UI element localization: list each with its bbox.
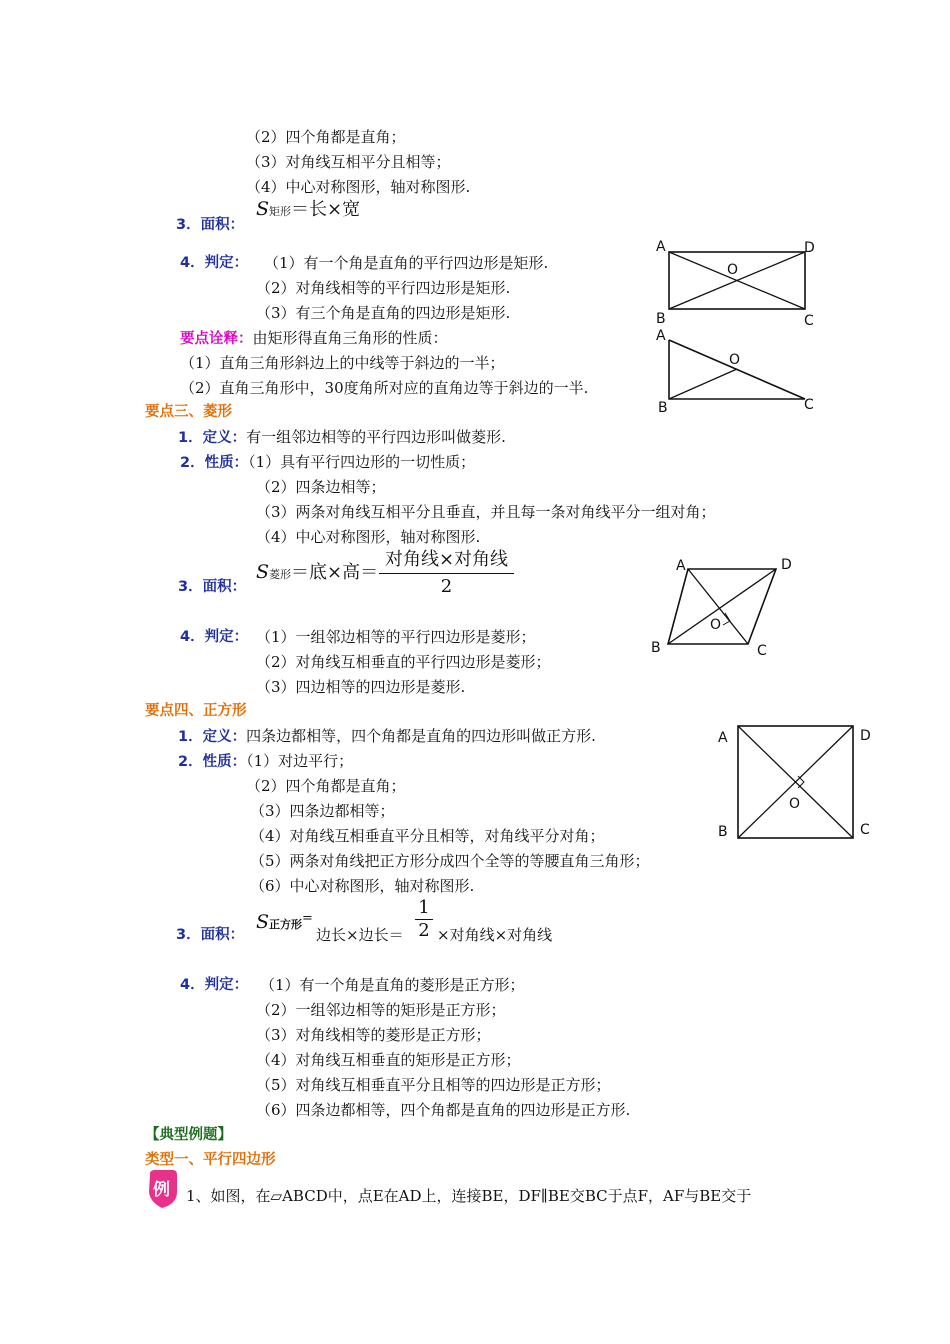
rhombus-judge-label: 4．判定： <box>180 629 249 645</box>
square-prop-5: （5）两条对角线把正方形分成四个全等的等腰直角三角形； <box>250 852 650 870</box>
area-symbol: S <box>256 911 270 933</box>
square-area-mid: 边长×边长＝ <box>316 926 404 944</box>
square-prop-6: （6）中心对称图形，轴对称图形. <box>250 877 475 895</box>
label-C: C <box>757 643 767 659</box>
prop-text: （1）对边平行； <box>246 752 354 770</box>
square-judge-1: （1）有一个角是直角的菱形是正方形； <box>260 976 525 994</box>
area-symbol: S <box>256 198 270 220</box>
note-label: 要点诠释： <box>180 331 253 347</box>
rect-note <box>180 329 448 348</box>
label-B: B <box>718 824 728 840</box>
rect-judge-2: （2）对角线相等的平行四边形是矩形. <box>256 279 511 297</box>
rect-note-1: （1）直角三角形斜边上的中线等于斜边的一半； <box>180 354 505 372</box>
label-C: C <box>804 313 814 329</box>
label-B: B <box>658 400 668 415</box>
square-area-label: 3．面积： <box>176 927 245 943</box>
area-subscript: 正方形 <box>269 918 303 931</box>
label-O: O <box>729 352 741 368</box>
def-label: 1．定义： <box>178 430 247 446</box>
square-area-tail: ×对角线×对角线 <box>437 926 553 944</box>
area-expression: ＝长×宽 <box>291 199 361 220</box>
rhombus-area-fraction <box>379 549 514 598</box>
rect-note-2: （2）直角三角形中，30度角所对应的直角边等于斜边的一半. <box>180 379 589 397</box>
rhombus-figure <box>640 552 810 662</box>
label-O: O <box>727 262 739 278</box>
square-figure <box>710 718 880 848</box>
label-C: C <box>860 822 870 838</box>
rhombus-area-label: 3．面积： <box>178 579 247 595</box>
label-B: B <box>651 640 661 656</box>
example-badge-label: 例 <box>153 1180 170 1200</box>
square-prop-2: （2）四个角都是直角； <box>246 777 406 795</box>
fraction-denominator: 2 <box>440 576 453 597</box>
label-A: A <box>718 730 728 746</box>
def-label: 1．定义： <box>178 729 247 745</box>
rect-prop-4: （4）中心对称图形，轴对称图形. <box>246 178 471 196</box>
rect-judge-label: 4．判定： <box>180 255 249 271</box>
prop-label: 2．性质： <box>178 754 247 770</box>
fraction-denominator: 2 <box>418 920 430 941</box>
label-D: D <box>804 240 815 256</box>
rect-judge-3: （3）有三个角是直角的四边形是矩形. <box>256 304 511 322</box>
square-judge-6: （6）四条边都相等，四个角都是直角的四边形是正方形. <box>256 1101 631 1119</box>
label-O: O <box>789 796 801 812</box>
label-D: D <box>781 557 792 573</box>
square-heading: 要点四、正方形 <box>145 703 247 719</box>
rhombus-judge-1: （1）一组邻边相等的平行四边形是菱形； <box>256 628 536 646</box>
rect-prop-3: （3）对角线互相平分且相等； <box>246 153 451 171</box>
square-judge-3: （3）对角线相等的菱形是正方形； <box>256 1026 491 1044</box>
rhombus-def <box>178 428 506 447</box>
note-text: 由矩形得直角三角形的性质： <box>252 329 448 347</box>
rhombus-prop-4: （4）中心对称图形，轴对称图形. <box>256 528 481 546</box>
rhombus-judge-3: （3）四边相等的四边形是菱形. <box>256 678 466 696</box>
rhombus-prop-3: （3）两条对角线互相平分且垂直，并且每一条对角线平分一组对角； <box>256 503 716 521</box>
def-text: 有一组邻边相等的平行四边形叫做菱形. <box>246 428 506 446</box>
label-O: O <box>710 617 722 633</box>
rect-area-label: 3．面积： <box>176 217 245 233</box>
square-judge-5: （5）对角线互相垂直平分且相等的四边形是正方形； <box>256 1076 611 1094</box>
square-judge-2: （2）一组邻边相等的矩形是正方形； <box>256 1001 506 1019</box>
area-equals: = <box>302 911 313 926</box>
square-prop-4: （4）对角线互相垂直平分且相等，对角线平分对角； <box>250 827 605 845</box>
rect-area-formula <box>256 200 360 221</box>
examples-heading: 【典型例题】 <box>145 1127 232 1143</box>
rhombus-prop-2: （2）四条边相等； <box>256 478 386 496</box>
square-prop-1 <box>178 752 353 771</box>
area-subscript: 矩形 <box>269 205 292 218</box>
right-triangle-figure <box>650 325 825 415</box>
fraction-numerator: 1 <box>418 897 430 918</box>
label-A: A <box>676 558 686 574</box>
label-A: A <box>656 239 666 255</box>
rhombus-area-lhs <box>256 563 378 584</box>
square-prop-3: （3）四条边都相等； <box>250 802 395 820</box>
rect-prop-2: （2）四个角都是直角； <box>246 128 406 146</box>
rectangle-figure <box>650 235 825 330</box>
rect-judge-1: （1）有一个角是直角的平行四边形是矩形. <box>264 254 549 272</box>
square-def <box>178 727 596 746</box>
example-1-text: 1、如图，在▱ABCD中，点E在AD上，连接BE，DF∥BE交BC于点F，AF与BE交于 <box>186 1187 752 1205</box>
label-D: D <box>860 728 871 744</box>
fraction-numerator: 对角线×对角线 <box>384 549 509 570</box>
square-area-lhs <box>256 913 313 934</box>
type1-heading: 类型一、平行四边形 <box>145 1152 276 1168</box>
square-judge-label: 4．判定： <box>180 977 249 993</box>
label-B: B <box>656 311 666 327</box>
def-text: 四条边都相等，四个角都是直角的四边形叫做正方形. <box>246 727 596 745</box>
rhombus-prop-1 <box>180 453 475 472</box>
square-judge-4: （4）对角线互相垂直的矩形是正方形； <box>256 1051 521 1069</box>
area-expression: ＝底×高＝ <box>291 562 379 583</box>
square-area-fraction <box>415 898 433 941</box>
area-subscript: 菱形 <box>269 568 292 581</box>
rhombus-judge-2: （2）对角线互相垂直的平行四边形是菱形； <box>256 653 551 671</box>
prop-text: （1）具有平行四边形的一切性质； <box>248 453 476 471</box>
prop-label: 2．性质： <box>180 455 249 471</box>
label-A: A <box>656 328 666 344</box>
area-symbol: S <box>256 561 270 583</box>
example-badge <box>147 1170 177 1208</box>
rhombus-heading: 要点三、菱形 <box>145 404 232 420</box>
label-C: C <box>804 397 814 413</box>
fraction-bar <box>379 573 514 574</box>
